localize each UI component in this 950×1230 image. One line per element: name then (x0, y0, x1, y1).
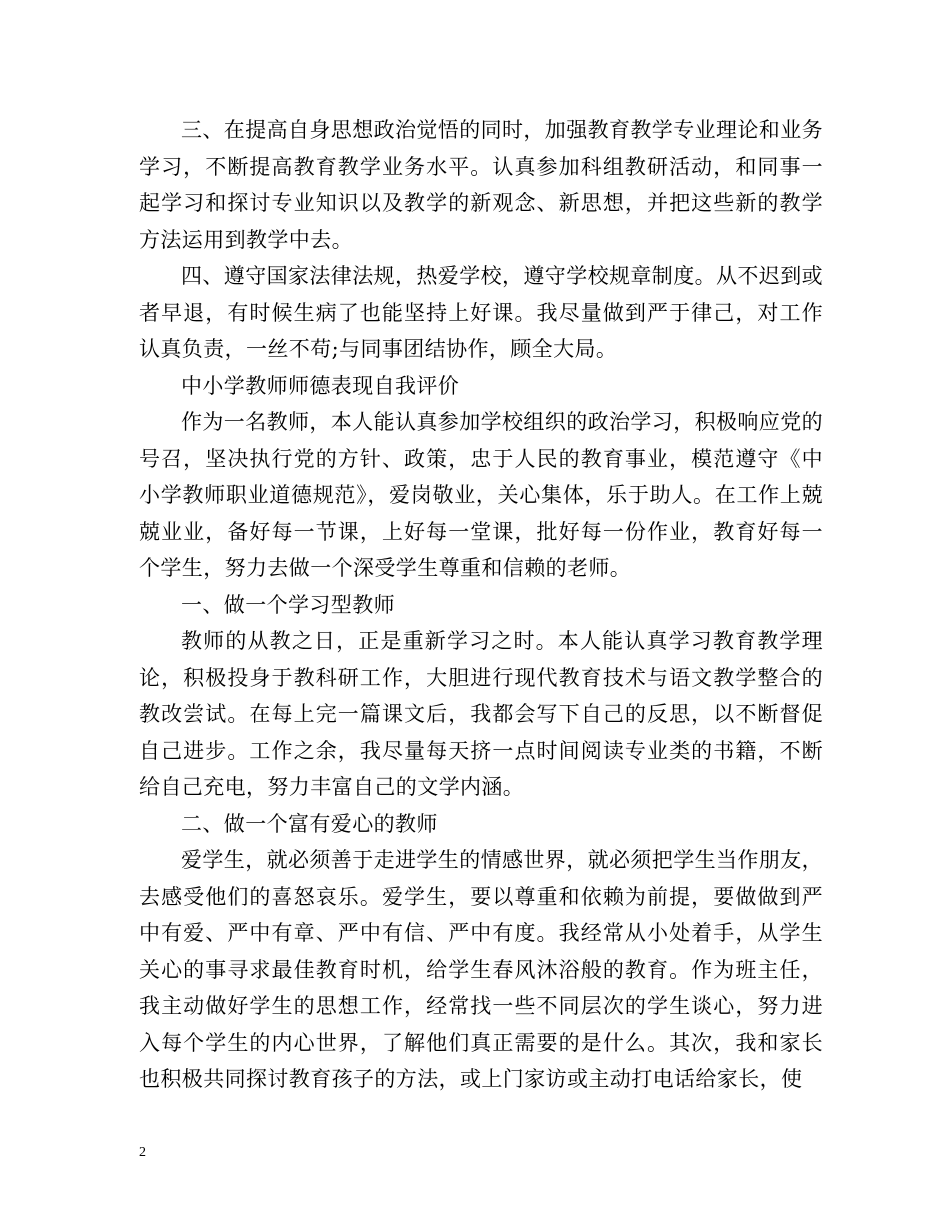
paragraph-caring-teacher: 爱学生，就必须善于走进学生的情感世界，就必须把学生当作朋友，去感受他们的喜怒哀乐。爱学生，要以尊重和依赖为前提，要做做到严中有爱、严中有章、严中有信、严中有度。我经常从小处着手，从学生关心的事寻求最佳教育时机，给学生春风沐浴般的教育。作为班主任，我主动做好学生的思想工作，经常找一些不同层次的学生谈心，努力进入每个学生的内心世界，了解他们真正需要的是什么。其次，我和家长也积极共同探讨教育孩子的方法，或上门家访或主动打电话给家长，使 (139, 848, 823, 1091)
paragraph-intro: 作为一名教师，本人能认真参加学校组织的政治学习，积极响应党的号召，坚决执行党的方针、政策，忠于人民的教育事业，模范遵守《中小学教师职业道德规范》，爱岗敬业，关心集体，乐于助人。在工作上兢兢业业，备好每一节课，上好每一堂课，批好每一份作业，教育好每一个学生，努力去做一个深受学生尊重和信赖的老师。 (139, 410, 823, 580)
paragraph-point-four: 四、遵守国家法律法规，热爱学校，遵守学校规章制度。从不迟到或者早退，有时候生病了也能坚持上好课。我尽量做到严于律己，对工作认真负责，一丝不苟;与同事团结协作，顾全大局。 (139, 264, 823, 361)
section-title: 中小学教师师德表现自我评价 (181, 373, 460, 398)
page-number: 2 (139, 1145, 146, 1160)
heading-learning-teacher: 一、做一个学习型教师 (181, 592, 395, 617)
paragraph-point-three: 三、在提高自身思想政治觉悟的同时，加强教育教学专业理论和业务学习，不断提高教育教学业务水平。认真参加科组教研活动，和同事一起学习和探讨专业知识以及教学的新观念、新思想，并把这些新的教学方法运用到教学中去。 (139, 118, 823, 252)
heading-caring-teacher: 二、做一个富有爱心的教师 (181, 811, 438, 836)
document-body (139, 112, 823, 1098)
paragraph-learning-teacher: 教师的从教之日，正是重新学习之时。本人能认真学习教育教学理论，积极投身于教科研工作，大胆进行现代教育技术与语文教学整合的教改尝试。在每上完一篇课文后，我都会写下自己的反思，以不断督促自己进步。工作之余，我尽量每天挤一点时间阅读专业类的书籍，不断给自己充电，努力丰富自己的文学内涵。 (139, 629, 823, 799)
